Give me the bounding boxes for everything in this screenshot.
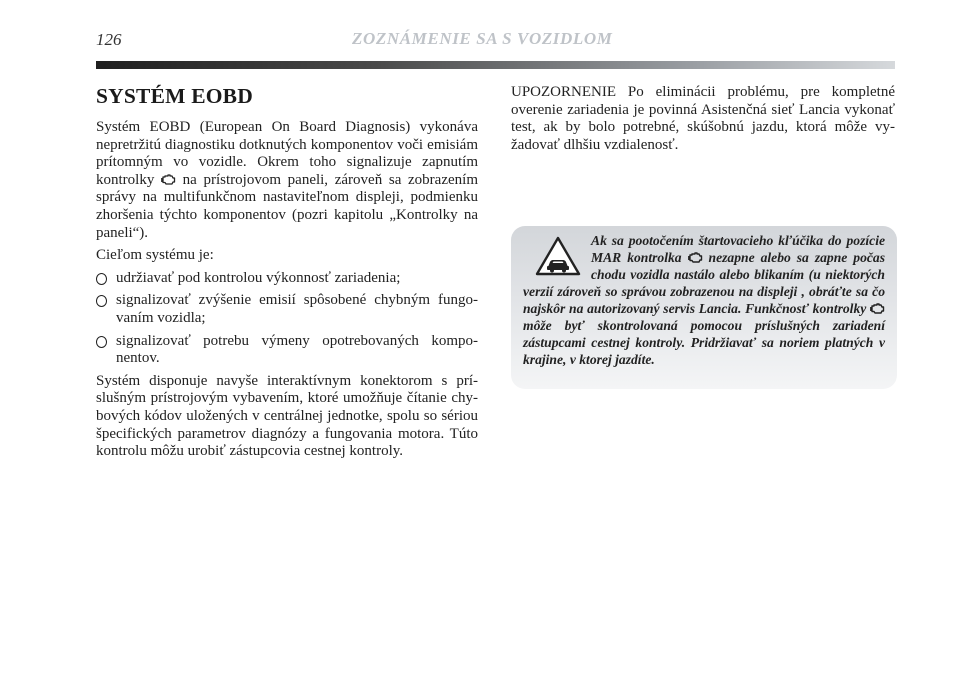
section-title: SYSTÉM EOBD (96, 84, 253, 108)
page-number: 126 (96, 30, 122, 49)
bullet-circle-icon (96, 273, 107, 285)
warning-box (511, 226, 897, 389)
list-item-text: signalizovať potrebu výmeny opotrebovaných komponentov. (116, 332, 478, 367)
list-item-text: udržiavať pod kontrolou výkonnosť zariadenia; (116, 269, 401, 286)
list-item (96, 292, 478, 327)
list-item (96, 333, 478, 368)
bullet-circle-icon (96, 336, 107, 348)
engine-check-icon (870, 303, 885, 314)
intro-text-start: Systém EOBD (European On Board Diagnosis) vykonáva nepretržitú diagnostiku dotknutých komponentov voči emisiám prítomným vo vozidle. Okrem toho signalizuje zapnutím kontrolky (96, 119, 478, 188)
notice-paragraph: UPOZORNENIE Po eliminácii problému, pre kompletné overenie zariadenia je povinná Asistenčná sieť Lancia vykonať test, ak by bolo potrebné, skúšobnú jazdu, ktorá môže vyžadovať dlhšiu vzdialenosť. (511, 84, 895, 153)
car-warning-triangle-icon (535, 236, 581, 276)
running-title: ZOZNÁMENIE SA S VOZIDLOM (352, 29, 613, 48)
intro-text-end: na prístrojovom paneli, zároveň sa zobrazením správy na multifunkčnom nastaviteľnom displeji, podmienku zhoršenia týchto komponentov (pozri kapitolu „Kontrolky na paneli“). (96, 171, 478, 241)
list-item (96, 270, 478, 288)
intro-paragraph (96, 119, 478, 242)
warning-text-part2: nezapne alebo sa zapne počas chodu vozidla nastálo alebo blikaním (u niektorých verzií zároveň so správou zobrazenou na displeji , obráťte sa čo najskôr na autorizovaný servis Lancia. Funkčnosť kontrolky (523, 250, 885, 316)
right-column (511, 84, 895, 159)
header-rule (96, 61, 895, 69)
list-item-text: signalizovať zvýšenie emisií spôsobené chybným fungovaním vozidla; (116, 292, 478, 326)
engine-check-icon (688, 252, 703, 263)
goal-intro: Cieľom systému je: (96, 247, 214, 264)
warning-text-part1: Ak sa pootočením štartovacieho kľúčika do pozície MAR kontrolka (591, 233, 885, 265)
engine-check-icon (161, 174, 176, 185)
warning-text-part3: môže byť skontrolovaná pomocou príslušných zariadení zástupcami cestnej kontroly. Pridržiavať sa noriem platných v krajine, v ktorej jazdíte. (523, 318, 885, 367)
left-column (96, 84, 478, 466)
connector-paragraph: Systém disponuje navyše interaktívnym konektorom s príslušným prístrojovým vybavením, ktoré umožňuje čítanie chybových kódov uložených v centrálnej jednotke, spolu so sériou špecifických parametrov diagnózy a fungovania motora. Túto kontrolu môžu urobiť zástupcovia cestnej kontroly. (96, 372, 478, 460)
bullet-circle-icon (96, 295, 107, 307)
